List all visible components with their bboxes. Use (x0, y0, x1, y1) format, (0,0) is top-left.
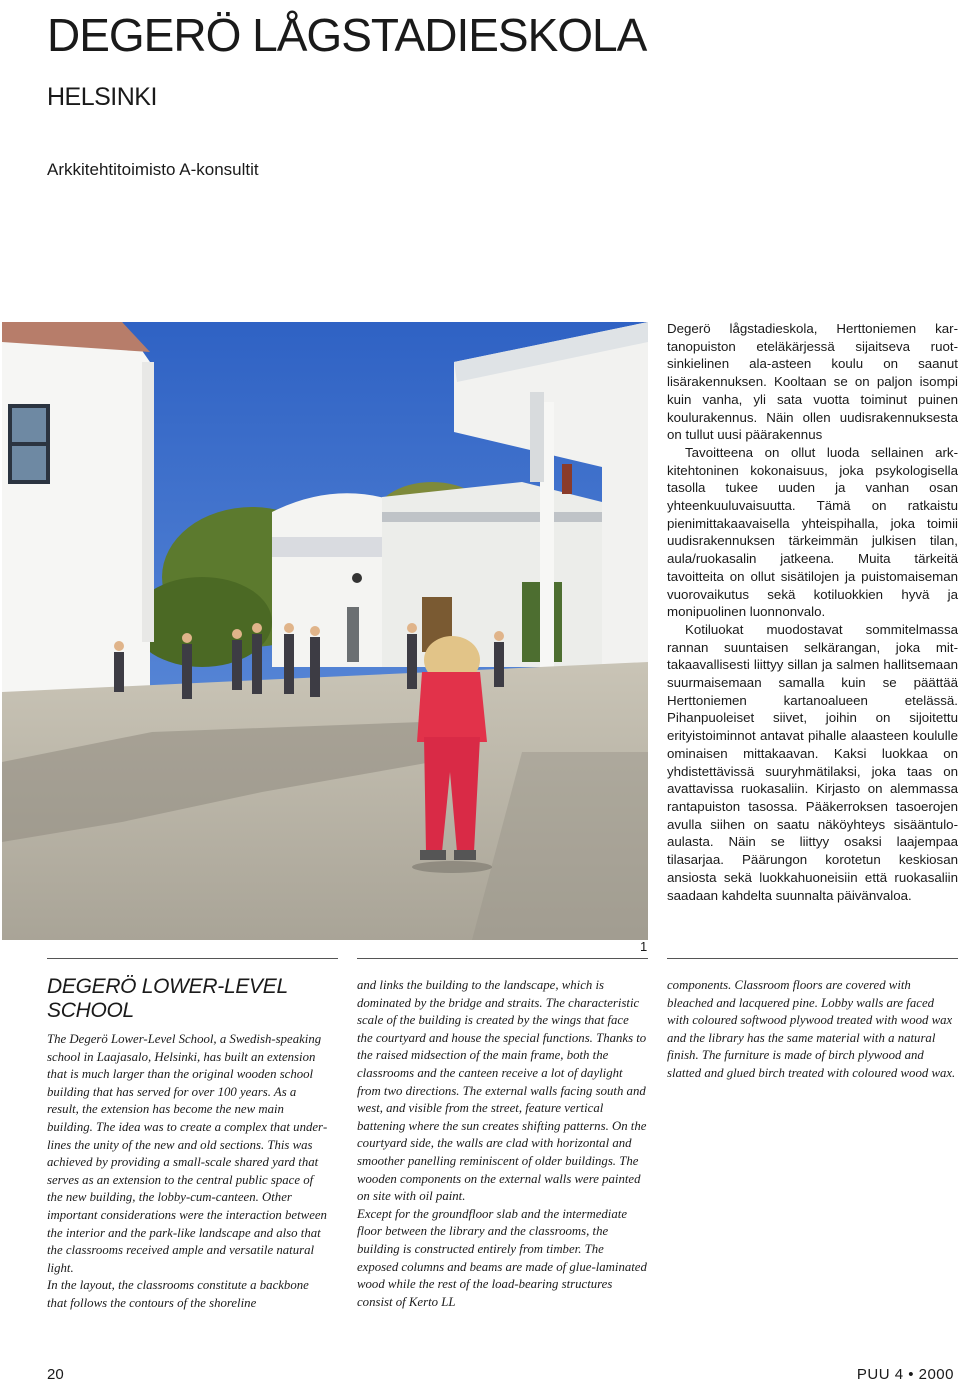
english-text-column-3 (667, 977, 958, 1083)
page-title: DEGERÖ LÅGSTADIESKOLA (47, 9, 647, 61)
magazine-issue: PUU 4 • 2000 (856, 1366, 954, 1383)
english-heading: DEGERÖ LOWER-LEVEL SCHOOL (47, 975, 288, 1022)
english-text-column-1 (47, 1031, 329, 1313)
column-rule (667, 958, 958, 959)
city-subtitle: HELSINKI (47, 83, 157, 111)
english-paragraph: Except for the groundfloor slab and the intermediate floor between the library and the classrooms, the building is constructed entirely from timber. The exposed columns and beams are made of glue-laminated wood while the rest of the load-bearing structures consist of Kerto LL (357, 1206, 647, 1309)
architect-credit: Arkkitehtitoimisto A-konsultit (47, 160, 259, 179)
photo-number: 1 (640, 939, 648, 954)
english-paragraph: components. Classroom floors are covered with bleached and lacquered pine. Lobby walls are faced with coloured softwood plywood treated with wood wax and the library has the same material with a natural finish. The furniture is made of birch plywood and slatted and glued birch treated with coloured wood wax. (667, 978, 956, 1080)
english-text-column-2 (357, 977, 647, 1311)
school-courtyard-photo (2, 322, 648, 940)
english-paragraph: The Degerö Lower-Level School, a Swedish-speaking school in Laajasalo, Helsinki, has built an extension that is much larger than the original wooden school building that has served for over 100 years. As a result, the extension has become the new main building. The idea was to create a complex that underlines the unity of the new and old sections. This was achieved by providing a small-scale shared yard that serves as an extension to the central public space of the new building, the lobby-cum-canteen. Other important considerations were the interaction between the interior and the park-like landscape and also that the classrooms received ample and versatile natural light. (47, 1032, 328, 1275)
finnish-paragraph: Kotiluokat muodostavat sommitelmassa rannan suuntaisen selkärangan, joka mittakaavallisesti liittyy sillan ja salmen hallitsemaan suurmaisemaan samalla kuin se päättää Herttoniemen kartanoalueen etelässä. Pihanpuoleiset siivet, joihin on sijoitettu erityistoiminnot antavat pihalle alaasteen koululle ominaisen mittakaavan. Kaksi luokkaa on yhdistettävissä suuryhmätilaksi, joka taas on avattavissa ruokasaliin. Kirjasto on alemmassa rantapuiston tasossa. Pääkerroksen tasoerojen avulla siihen on saatu näköyhteys sisääntuloaulasta. Näin se liittyy osaksi laajempaa tilasarjaa. Päärungon korotetun keskiosan ansiosta sekä luokkahuoneisiin että ruokasaliin saadaan kahdelta suunnalta päivänvaloa. (667, 621, 958, 903)
finnish-text-column (667, 320, 958, 904)
english-paragraph: In the layout, the classrooms constitute a backbone that follows the contours of the shoreline (47, 1278, 309, 1310)
column-rule (47, 958, 338, 959)
finnish-paragraph: Tavoitteena on ollut luoda sellainen arkkitehtoninen kokonaisuus, joka psykologisella tasolla tukee uuden ja vanhan osan yhteenkuuluvaisuutta. Tämä on ratkaistu pienimittakaavaisella yhteispihalla, joka toimii uudisrakennuksen tärkeimmän julkisen tilan, aula/ruokasalin jatkeena. Muita tärkeitä tavoitteita on ollut sisätilojen ja puistomaiseman vuorovaikutus sekä kotiluokkien hyvä ja monipuolinen luonnonvalo. (667, 444, 958, 620)
page-number: 20 (47, 1366, 64, 1383)
finnish-paragraph: Degerö lågstadieskola, Herttoniemen kartanopuiston eteläkärjessä sijaitseva ruotsinkielinen ala-asteen koulu on saanut lisärakennuksen. Kooltaan se on paljon isompi kuin vanha, yli sata vuotta toiminut puinen koulurakennus. Näin ollen uudisrakennuksesta on tullut uusi päärakennus (667, 321, 958, 443)
english-paragraph: and links the building to the landscape, which is dominated by the bridge and straits. The characteristic scale of the building is created by the wings that face the courtyard and house the special functions. Thanks to the raised midsection of the main frame, both the classrooms and the canteen receive a lot of daylight from two directions. The external walls facing south and west, and visible from the street, feature vertical battening where the sun creates shifting patterns. On the courtyard side, the walls are clad with horizontal and smoother panelling reminiscent of older buildings. The wooden components on the external walls were painted on site with oil paint. (357, 978, 647, 1204)
column-rule (357, 958, 648, 959)
